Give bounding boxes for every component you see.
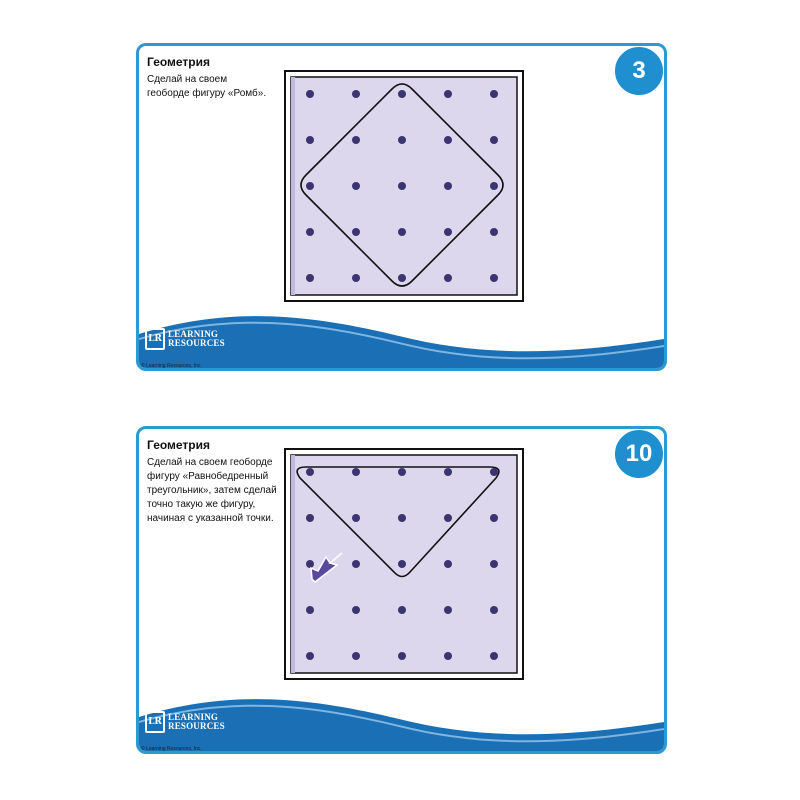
peg (398, 228, 406, 236)
peg (444, 182, 452, 190)
peg (398, 560, 406, 568)
peg (444, 228, 452, 236)
peg (352, 228, 360, 236)
logo-mark-icon: LR (145, 711, 165, 733)
peg (352, 90, 360, 98)
peg (490, 560, 498, 568)
logo-line2: RESOURCES (168, 338, 225, 348)
peg (444, 606, 452, 614)
copyright: © Learning Resources, Inc. (141, 363, 202, 369)
peg (398, 274, 406, 282)
peg (398, 182, 406, 190)
peg (490, 514, 498, 522)
peg (490, 652, 498, 660)
logo-line1: LEARNING (168, 712, 219, 722)
card-number-badge: 3 (611, 43, 667, 99)
peg (306, 136, 314, 144)
peg (444, 560, 452, 568)
peg (352, 468, 360, 476)
peg (306, 652, 314, 660)
logo-line2: RESOURCES (168, 721, 225, 731)
peg (398, 468, 406, 476)
peg (306, 274, 314, 282)
peg (352, 652, 360, 660)
card-title: Геометрия (147, 55, 211, 69)
peg (398, 136, 406, 144)
peg (352, 136, 360, 144)
peg (306, 228, 314, 236)
peg (490, 228, 498, 236)
peg (352, 274, 360, 282)
learning-resources-logo (145, 711, 225, 733)
peg (306, 606, 314, 614)
peg (490, 182, 498, 190)
task-card-10 (136, 426, 667, 754)
peg (490, 468, 498, 476)
peg (398, 90, 406, 98)
peg (490, 606, 498, 614)
peg (490, 136, 498, 144)
card-number-badge: 10 (611, 426, 667, 482)
peg (490, 90, 498, 98)
peg (444, 274, 452, 282)
card-title: Геометрия (147, 438, 211, 452)
peg (306, 560, 314, 568)
copyright: © Learning Resources, Inc. (141, 746, 202, 752)
peg (352, 182, 360, 190)
learning-resources-logo (145, 328, 225, 350)
peg (306, 468, 314, 476)
peg (490, 274, 498, 282)
card-instruction: Сделай на своем геоборде фигуру «Равнобедренный треугольник», затем сделай точно такую же фигуру, начиная с указанной точки. (147, 457, 277, 524)
task-card-3 (136, 43, 667, 371)
peg (398, 606, 406, 614)
peg (352, 606, 360, 614)
card-instruction: Сделай на своем геоборде фигуру «Ромб». (147, 74, 267, 99)
geoboard (284, 70, 524, 302)
peg (398, 652, 406, 660)
peg (444, 652, 452, 660)
peg (444, 514, 452, 522)
peg (444, 136, 452, 144)
peg (352, 514, 360, 522)
peg (352, 560, 360, 568)
peg (306, 514, 314, 522)
logo-mark-icon: LR (145, 328, 165, 350)
peg (398, 514, 406, 522)
geoboard (284, 448, 524, 680)
peg (444, 90, 452, 98)
logo-line1: LEARNING (168, 329, 219, 339)
peg (444, 468, 452, 476)
peg (306, 182, 314, 190)
peg (306, 90, 314, 98)
